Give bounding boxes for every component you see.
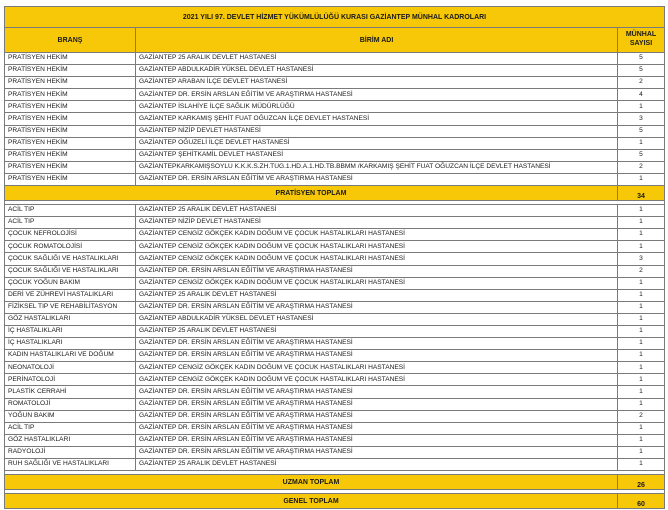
table-row [5, 101, 665, 113]
genel-toplam-value: 60 [618, 494, 665, 509]
birim-cell: GAZİANTEP 25 ARALIK DEVLET HASTANESİ [136, 205, 618, 217]
table-row [5, 89, 665, 101]
table-row [5, 253, 665, 265]
table-row [5, 113, 665, 125]
column-header-sayi: MÜNHAL SAYISI [618, 28, 665, 53]
brans-cell: ACİL TIP [5, 205, 136, 217]
brans-cell: GÖZ HASTALIKLARI [5, 313, 136, 325]
sayi-cell: 1 [618, 338, 665, 350]
birim-cell: GAZİANTEP NİZİP DEVLET HASTANESİ [136, 125, 618, 137]
sayi-cell: 5 [618, 65, 665, 77]
brans-cell: RUH SAĞLIĞI VE HASTALIKLARI [5, 459, 136, 471]
birim-cell: GAZİANTEPKARKAMIŞSOYLU K.K.K.S.ZH.TUG.1.HD.A.1.HD.TB.BBMM /KARKAMIŞ ŞEHİT FUAT OĞUZCAN İLÇE DEVLET HASTANESİ [136, 161, 618, 173]
table-row [5, 205, 665, 217]
column-header-brans: BRANŞ [5, 28, 136, 53]
brans-cell: ÇOCUK NEFROLOJİSİ [5, 229, 136, 241]
birim-cell: GAZİANTEP CENGİZ GÖKÇEK KADIN DOĞUM VE ÇOCUK HASTALIKLARI HASTANESİ [136, 362, 618, 374]
table-row [5, 386, 665, 398]
sayi-cell: 3 [618, 253, 665, 265]
brans-cell: RADYOLOJİ [5, 446, 136, 458]
table-row [5, 446, 665, 458]
brans-cell: DERİ VE ZÜHREVİ HASTALIKLARI [5, 289, 136, 301]
table-row [5, 77, 665, 89]
brans-cell: ÇOCUK SAĞLIĞI VE HASTALIKLARI [5, 253, 136, 265]
table-row [5, 338, 665, 350]
table-row [5, 434, 665, 446]
document [4, 6, 664, 509]
birim-cell: GAZİANTEP 25 ARALIK DEVLET HASTANESİ [136, 53, 618, 65]
brans-cell: PRATİSYEN HEKİM [5, 89, 136, 101]
birim-cell: GAZİANTEP DR. ERSİN ARSLAN EĞİTİM VE ARAŞTIRMA HASTANESİ [136, 398, 618, 410]
birim-cell: GAZİANTEP CENGİZ GÖKÇEK KADIN DOĞUM VE ÇOCUK HASTALIKLARI HASTANESİ [136, 253, 618, 265]
sayi-cell: 1 [618, 313, 665, 325]
sayi-cell: 1 [618, 325, 665, 337]
uzman-toplam-label: UZMAN TOPLAM [5, 475, 618, 490]
table-row [5, 362, 665, 374]
table-row [5, 350, 665, 362]
birim-cell: GAZİANTEP DR. ERSİN ARSLAN EĞİTİM VE ARAŞTIRMA HASTANESİ [136, 446, 618, 458]
birim-cell: GAZİANTEP DR. ERSİN ARSLAN EĞİTİM VE ARAŞTIRMA HASTANESİ [136, 301, 618, 313]
sayi-cell: 1 [618, 229, 665, 241]
birim-cell: GAZİANTEP ABDULKADİR YÜKSEL DEVLET HASTANESİ [136, 65, 618, 77]
genel-toplam-label: GENEL TOPLAM [5, 494, 618, 509]
table-row [5, 161, 665, 173]
table-row [5, 149, 665, 161]
brans-cell: ACİL TIP [5, 422, 136, 434]
birim-cell: GAZİANTEP ŞEHİTKAMİL DEVLET HASTANESİ [136, 149, 618, 161]
brans-cell: PERİNATOLOJİ [5, 374, 136, 386]
table-row [5, 137, 665, 149]
brans-cell: ÇOCUK SAĞLIĞI VE HASTALIKLARI [5, 265, 136, 277]
vacancy-table-body [5, 7, 665, 509]
brans-cell: PRATİSYEN HEKİM [5, 173, 136, 185]
uzman-toplam-row [5, 475, 665, 490]
table-row [5, 65, 665, 77]
birim-cell: GAZİANTEP DR. ERSİN ARSLAN EĞİTİM VE ARAŞTIRMA HASTANESİ [136, 386, 618, 398]
brans-cell: PRATİSYEN HEKİM [5, 125, 136, 137]
birim-cell: GAZİANTEP CENGİZ GÖKÇEK KADIN DOĞUM VE ÇOCUK HASTALIKLARI HASTANESİ [136, 241, 618, 253]
pratisyen-toplam-row [5, 186, 665, 201]
table-row [5, 289, 665, 301]
table-row [5, 53, 665, 65]
pratisyen-toplam-value: 34 [618, 186, 665, 201]
brans-cell: GÖZ HASTALIKLARI [5, 434, 136, 446]
sayi-cell: 3 [618, 113, 665, 125]
brans-cell: ROMATOLOJİ [5, 398, 136, 410]
brans-cell: ACİL TIP [5, 217, 136, 229]
table-row [5, 301, 665, 313]
birim-cell: GAZİANTEP CENGİZ GÖKÇEK KADIN DOĞUM VE ÇOCUK HASTALIKLARI HASTANESİ [136, 229, 618, 241]
sayi-cell: 1 [618, 374, 665, 386]
sayi-cell: 1 [618, 217, 665, 229]
sayi-cell: 2 [618, 161, 665, 173]
birim-cell: GAZİANTEP CENGİZ GÖKÇEK KADIN DOĞUM VE ÇOCUK HASTALIKLARI HASTANESİ [136, 277, 618, 289]
birim-cell: GAZİANTEP İSLAHİYE İLÇE SAĞLIK MÜDÜRLÜĞÜ [136, 101, 618, 113]
table-row [5, 313, 665, 325]
brans-cell: KADIN HASTALIKLARI VE DOĞUM [5, 350, 136, 362]
birim-cell: GAZİANTEP DR. ERSİN ARSLAN EĞİTİM VE ARAŞTIRMA HASTANESİ [136, 173, 618, 185]
brans-cell: İÇ HASTALIKLARI [5, 325, 136, 337]
table-row [5, 410, 665, 422]
sayi-cell: 1 [618, 301, 665, 313]
table-row [5, 217, 665, 229]
table-row [5, 265, 665, 277]
table-row [5, 398, 665, 410]
table-row [5, 241, 665, 253]
birim-cell: GAZİANTEP CENGİZ GÖKÇEK KADIN DOĞUM VE ÇOCUK HASTALIKLARI HASTANESİ [136, 374, 618, 386]
brans-cell: NEONATOLOJİ [5, 362, 136, 374]
vacancy-table [4, 6, 665, 509]
table-row [5, 229, 665, 241]
pratisyen-toplam-label: PRATİSYEN TOPLAM [5, 186, 618, 201]
sayi-cell: 5 [618, 125, 665, 137]
brans-cell: FİZİKSEL TIP VE REHABİLİTASYON [5, 301, 136, 313]
table-row [5, 277, 665, 289]
table-row [5, 422, 665, 434]
genel-toplam-row [5, 494, 665, 509]
birim-cell: GAZİANTEP ARABAN İLÇE DEVLET HASTANESİ [136, 77, 618, 89]
birim-cell: GAZİANTEP 25 ARALIK DEVLET HASTANESİ [136, 459, 618, 471]
table-row [5, 173, 665, 185]
brans-cell: PRATİSYEN HEKİM [5, 77, 136, 89]
sayi-cell: 5 [618, 53, 665, 65]
sayi-cell: 5 [618, 149, 665, 161]
brans-cell: ÇOCUK ROMATOLOJİSİ [5, 241, 136, 253]
table-row [5, 325, 665, 337]
sayi-cell: 1 [618, 289, 665, 301]
birim-cell: GAZİANTEP 25 ARALIK DEVLET HASTANESİ [136, 325, 618, 337]
document-title: 2021 YILI 97. DEVLET HİZMET YÜKÜMLÜLÜĞÜ KURASI GAZİANTEP MÜNHAL KADROLARI [5, 7, 665, 28]
brans-cell: YOĞUN BAKIM [5, 410, 136, 422]
birim-cell: GAZİANTEP DR. ERSİN ARSLAN EĞİTİM VE ARAŞTIRMA HASTANESİ [136, 410, 618, 422]
brans-cell: PRATİSYEN HEKİM [5, 53, 136, 65]
sayi-cell: 1 [618, 101, 665, 113]
sayi-cell: 1 [618, 137, 665, 149]
sayi-cell: 2 [618, 77, 665, 89]
title-row [5, 7, 665, 28]
brans-cell: PLASTİK CERRAHİ [5, 386, 136, 398]
birim-cell: GAZİANTEP NİZİP DEVLET HASTANESİ [136, 217, 618, 229]
brans-cell: PRATİSYEN HEKİM [5, 137, 136, 149]
birim-cell: GAZİANTEP KARKAMIŞ ŞEHİT FUAT OĞUZCAN İLÇE DEVLET HASTANESİ [136, 113, 618, 125]
birim-cell: GAZİANTEP OĞUZELİ İLÇE DEVLET HASTANESİ [136, 137, 618, 149]
sayi-cell: 1 [618, 173, 665, 185]
brans-cell: PRATİSYEN HEKİM [5, 65, 136, 77]
sayi-cell: 1 [618, 350, 665, 362]
sayi-cell: 1 [618, 386, 665, 398]
sayi-cell: 1 [618, 422, 665, 434]
column-header-birim: BİRİM ADI [136, 28, 618, 53]
sayi-cell: 1 [618, 398, 665, 410]
sayi-cell: 1 [618, 205, 665, 217]
birim-cell: GAZİANTEP DR. ERSİN ARSLAN EĞİTİM VE ARAŞTIRMA HASTANESİ [136, 338, 618, 350]
sayi-cell: 1 [618, 362, 665, 374]
brans-cell: ÇOCUK YOĞUN BAKIM [5, 277, 136, 289]
sayi-cell: 2 [618, 265, 665, 277]
sayi-cell: 4 [618, 89, 665, 101]
birim-cell: GAZİANTEP DR. ERSİN ARSLAN EĞİTİM VE ARAŞTIRMA HASTANESİ [136, 422, 618, 434]
brans-cell: PRATİSYEN HEKİM [5, 149, 136, 161]
birim-cell: GAZİANTEP DR. ERSİN ARSLAN EĞİTİM VE ARAŞTIRMA HASTANESİ [136, 350, 618, 362]
header-row [5, 28, 665, 53]
brans-cell: PRATİSYEN HEKİM [5, 161, 136, 173]
sayi-cell: 1 [618, 459, 665, 471]
sayi-cell: 2 [618, 410, 665, 422]
table-row [5, 374, 665, 386]
birim-cell: GAZİANTEP ABDULKADİR YÜKSEL DEVLET HASTANESİ [136, 313, 618, 325]
sayi-cell: 1 [618, 434, 665, 446]
sayi-cell: 1 [618, 446, 665, 458]
birim-cell: GAZİANTEP DR. ERSİN ARSLAN EĞİTİM VE ARAŞTIRMA HASTANESİ [136, 265, 618, 277]
birim-cell: GAZİANTEP DR. ERSİN ARSLAN EĞİTİM VE ARAŞTIRMA HASTANESİ [136, 434, 618, 446]
sayi-cell: 1 [618, 277, 665, 289]
table-row [5, 125, 665, 137]
brans-cell: PRATİSYEN HEKİM [5, 101, 136, 113]
birim-cell: GAZİANTEP DR. ERSİN ARSLAN EĞİTİM VE ARAŞTIRMA HASTANESİ [136, 89, 618, 101]
birim-cell: GAZİANTEP 25 ARALIK DEVLET HASTANESİ [136, 289, 618, 301]
brans-cell: PRATİSYEN HEKİM [5, 113, 136, 125]
uzman-toplam-value: 26 [618, 475, 665, 490]
table-row [5, 459, 665, 471]
brans-cell: İÇ HASTALIKLARI [5, 338, 136, 350]
sayi-cell: 1 [618, 241, 665, 253]
